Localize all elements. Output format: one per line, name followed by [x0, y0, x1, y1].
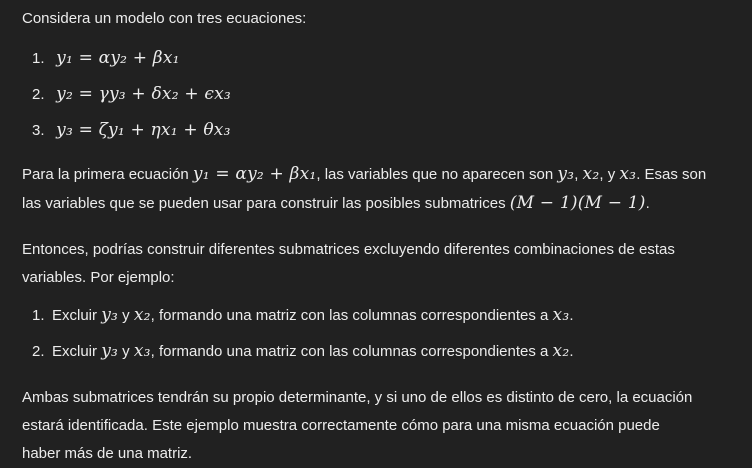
- text-run: Para la primera ecuación: [22, 166, 193, 183]
- text-run: , formando una matriz con las columnas correspondientes a: [150, 343, 553, 360]
- inline-math: x₂: [552, 341, 570, 361]
- inline-math: y₃: [557, 164, 575, 184]
- inline-math: y₃: [101, 305, 119, 325]
- inline-math: x₂: [133, 305, 151, 325]
- text-run: , formando una matriz con las columnas correspondientes a: [150, 307, 553, 324]
- text-run: .: [569, 307, 574, 324]
- paragraph-line: Ambas submatrices tendrán su propio determinante, y si uno de ellos es distinto de cero, la ecuación: [22, 389, 693, 406]
- example-item-2: [32, 333, 574, 369]
- inline-math: x₂: [582, 164, 600, 184]
- text-run: .: [569, 343, 574, 360]
- text-run: . Esas son: [636, 166, 707, 183]
- paragraph-line: Entonces, podrías construir diferentes submatrices excluyendo diferentes combinaciones de estas: [22, 241, 675, 258]
- paragraph-line: [22, 189, 706, 218]
- example-list: [32, 297, 574, 369]
- list-number: 3.: [32, 122, 45, 139]
- list-number: 1.: [32, 50, 45, 67]
- text-run: .: [645, 195, 650, 212]
- paragraph-line: [22, 160, 706, 189]
- text-run: las variables que se pueden usar para construir las posibles submatrices: [22, 195, 510, 212]
- equation-math: y₃ = ζy₁ + ηx₁ + θx₃: [56, 120, 231, 140]
- equation-item-3: [32, 112, 231, 148]
- text-run: Excluir: [52, 343, 102, 360]
- inline-math: x₃: [619, 164, 637, 184]
- equation-list: [32, 40, 231, 148]
- equation-item-1: [32, 40, 231, 76]
- text-run: y: [118, 307, 134, 324]
- inline-math: y₃: [101, 341, 119, 361]
- list-number: 2.: [32, 86, 45, 103]
- intro-paragraph: Considera un modelo con tres ecuaciones:: [22, 10, 307, 27]
- equation-item-2: [32, 76, 231, 112]
- inline-math: y₁ = αy₂ + βx₁: [192, 164, 317, 184]
- paragraph-line: estará identificada. Este ejemplo muestra correctamente cómo para una misma ecuación puede: [22, 417, 660, 434]
- inline-math: x₃: [552, 305, 570, 325]
- list-number: 2.: [32, 343, 45, 360]
- text-run: y: [118, 343, 134, 360]
- paragraph-line: variables. Por ejemplo:: [22, 269, 175, 286]
- then-paragraph: [22, 236, 675, 292]
- equation-math: y₁ = αy₂ + βx₁: [56, 48, 180, 68]
- text-run: Excluir: [52, 307, 102, 324]
- conclusion-paragraph: [22, 384, 692, 468]
- example-item-1: [32, 297, 574, 333]
- inline-math: (M − 1)(M − 1): [509, 193, 646, 213]
- text-run: , y: [599, 166, 620, 183]
- text-run: ,: [574, 166, 583, 183]
- equation-math: y₂ = γy₃ + δx₂ + ϵx₃: [56, 84, 231, 104]
- list-number: 1.: [32, 307, 45, 324]
- first-equation-paragraph: [22, 160, 706, 218]
- inline-math: x₃: [133, 341, 151, 361]
- text-run: , las variables que no aparecen son: [316, 166, 558, 183]
- paragraph-line: haber más de una matriz.: [22, 445, 193, 462]
